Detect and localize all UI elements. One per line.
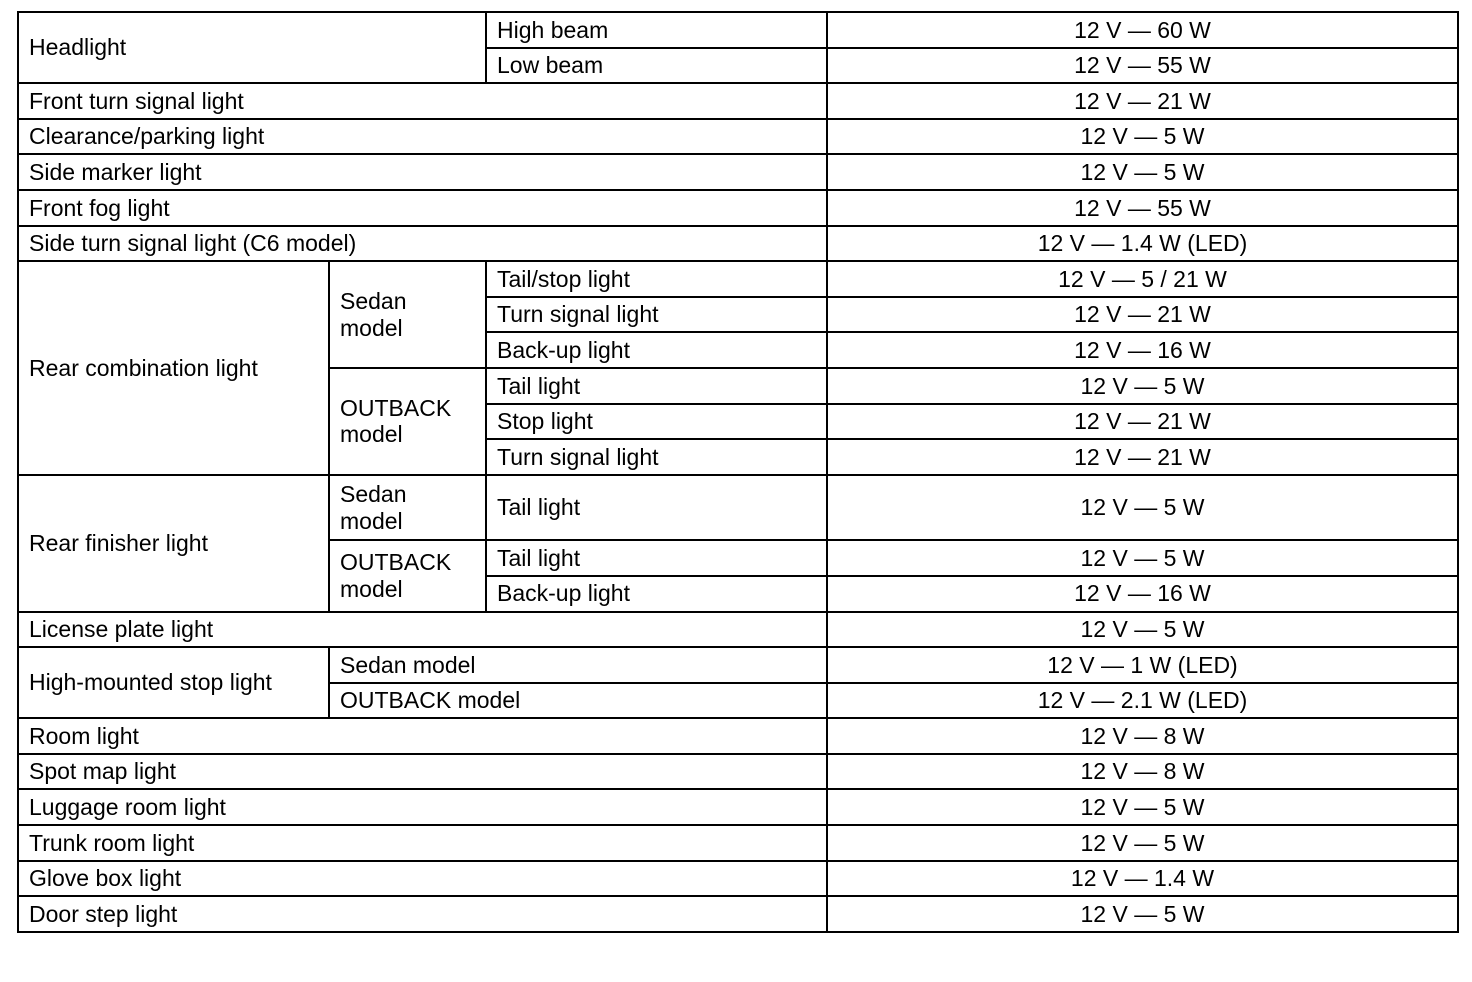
table-row <box>18 475 1458 541</box>
rc-outback-stop-label: Stop light <box>486 404 827 440</box>
table-row-headlight-high <box>18 12 1458 48</box>
bulb-specification-table <box>17 11 1459 933</box>
rf-outback-tail-label: Tail light <box>486 540 827 576</box>
side-turn-signal-value: 12 V — 1.4 W (LED) <box>827 226 1458 262</box>
glove-box-label: Glove box light <box>18 861 827 897</box>
rear-finisher-sedan-label: Sedan model <box>329 475 486 541</box>
room-light-value: 12 V — 8 W <box>827 718 1458 754</box>
hms-sedan-label: Sedan model <box>329 647 827 683</box>
table-row <box>18 647 1458 683</box>
front-fog-label: Front fog light <box>18 190 827 226</box>
table-row <box>18 825 1458 861</box>
headlight-label: Headlight <box>18 12 486 83</box>
rear-combination-label: Rear combination light <box>18 261 329 475</box>
hms-sedan-value: 12 V — 1 W (LED) <box>827 647 1458 683</box>
rc-outback-tail-value: 12 V — 5 W <box>827 368 1458 404</box>
rf-outback-back-up-label: Back-up light <box>486 576 827 612</box>
license-plate-label: License plate light <box>18 612 827 648</box>
front-turn-signal-label: Front turn signal light <box>18 83 827 119</box>
rear-finisher-label: Rear finisher light <box>18 475 329 612</box>
rc-sedan-tail-stop-value: 12 V — 5 / 21 W <box>827 261 1458 297</box>
front-turn-signal-value: 12 V — 21 W <box>827 83 1458 119</box>
low-beam-value: 12 V — 55 W <box>827 48 1458 84</box>
table-row <box>18 119 1458 155</box>
rc-sedan-turn-signal-value: 12 V — 21 W <box>827 297 1458 333</box>
high-mounted-stop-label: High-mounted stop light <box>18 647 329 718</box>
rc-outback-turn-signal-label: Turn signal light <box>486 439 827 475</box>
clearance-parking-value: 12 V — 5 W <box>827 119 1458 155</box>
spot-map-value: 12 V — 8 W <box>827 754 1458 790</box>
rear-finisher-outback-label: OUTBACK model <box>329 540 486 611</box>
high-beam-label: High beam <box>486 12 827 48</box>
trunk-room-value: 12 V — 5 W <box>827 825 1458 861</box>
table-row <box>18 83 1458 119</box>
table-row <box>18 754 1458 790</box>
rear-combination-outback-label: OUTBACK model <box>329 368 486 475</box>
spot-map-label: Spot map light <box>18 754 827 790</box>
room-light-label: Room light <box>18 718 827 754</box>
door-step-value: 12 V — 5 W <box>827 896 1458 932</box>
rc-outback-stop-value: 12 V — 21 W <box>827 404 1458 440</box>
rf-outback-back-up-value: 12 V — 16 W <box>827 576 1458 612</box>
table-row <box>18 789 1458 825</box>
high-beam-value: 12 V — 60 W <box>827 12 1458 48</box>
rc-outback-tail-label: Tail light <box>486 368 827 404</box>
hms-outback-label: OUTBACK model <box>329 683 827 719</box>
glove-box-value: 12 V — 1.4 W <box>827 861 1458 897</box>
side-turn-signal-label: Side turn signal light (C6 model) <box>18 226 827 262</box>
rc-sedan-tail-stop-label: Tail/stop light <box>486 261 827 297</box>
rf-outback-tail-value: 12 V — 5 W <box>827 540 1458 576</box>
clearance-parking-label: Clearance/parking light <box>18 119 827 155</box>
table-row <box>18 154 1458 190</box>
luggage-room-value: 12 V — 5 W <box>827 789 1458 825</box>
table-row <box>18 226 1458 262</box>
hms-outback-value: 12 V — 2.1 W (LED) <box>827 683 1458 719</box>
front-fog-value: 12 V — 55 W <box>827 190 1458 226</box>
rf-sedan-tail-label: Tail light <box>486 475 827 541</box>
side-marker-label: Side marker light <box>18 154 827 190</box>
rc-outback-turn-signal-value: 12 V — 21 W <box>827 439 1458 475</box>
rc-sedan-turn-signal-label: Turn signal light <box>486 297 827 333</box>
table-row <box>18 612 1458 648</box>
license-plate-value: 12 V — 5 W <box>827 612 1458 648</box>
table-row <box>18 190 1458 226</box>
trunk-room-label: Trunk room light <box>18 825 827 861</box>
low-beam-label: Low beam <box>486 48 827 84</box>
table-row <box>18 261 1458 297</box>
door-step-label: Door step light <box>18 896 827 932</box>
rc-sedan-back-up-value: 12 V — 16 W <box>827 332 1458 368</box>
rc-sedan-back-up-label: Back-up light <box>486 332 827 368</box>
table-row <box>18 896 1458 932</box>
table-row <box>18 861 1458 897</box>
table-row <box>18 718 1458 754</box>
side-marker-value: 12 V — 5 W <box>827 154 1458 190</box>
luggage-room-label: Luggage room light <box>18 789 827 825</box>
rear-combination-sedan-label: Sedan model <box>329 261 486 368</box>
rf-sedan-tail-value: 12 V — 5 W <box>827 475 1458 541</box>
